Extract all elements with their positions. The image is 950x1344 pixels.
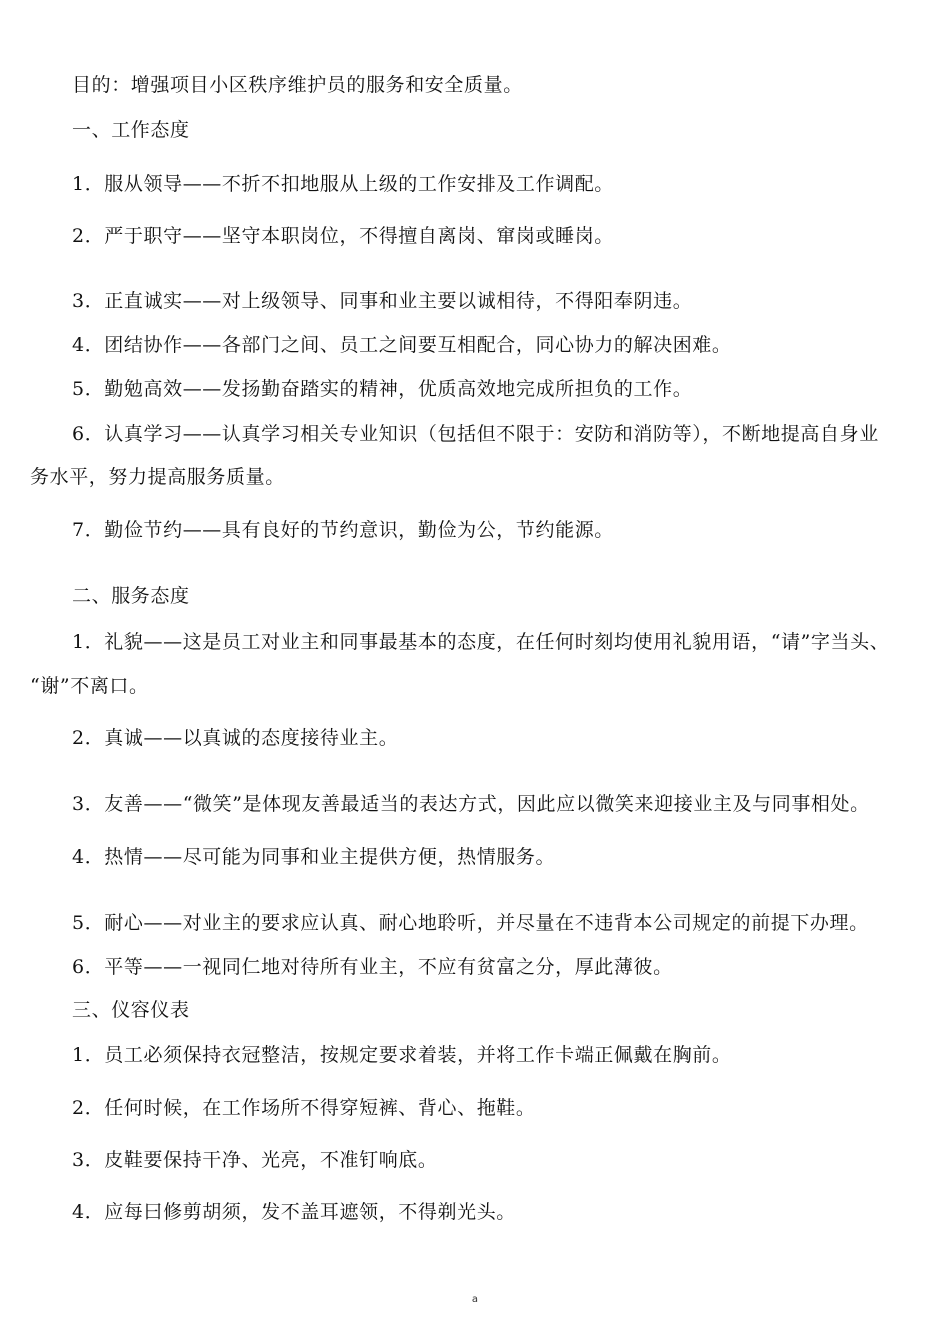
service-attitude-item-1-line-1: 1．礼貌——这是员工对业主和同事最基本的态度，在任何时刻均使用礼貌用语，“请”字当头、 xyxy=(72,631,890,653)
section-heading-service-attitude: 二、服务态度 xyxy=(72,585,190,607)
appearance-item-4: 4．应每曰修剪胡须，发不盖耳遮领，不得剃光头。 xyxy=(72,1201,516,1223)
service-attitude-item-3: 3．友善——“微笑”是体现友善最适当的表达方式，因此应以微笑来迎接业主及与同事相处。 xyxy=(72,793,870,815)
service-attitude-item-4: 4．热情——尽可能为同事和业主提供方便，热情服务。 xyxy=(72,846,556,868)
appearance-item-1: 1．员工必须保持衣冠整洁，按规定要求着装，并将工作卡端正佩戴在胸前。 xyxy=(72,1044,732,1066)
service-attitude-item-1-line-2: “谢”不离口。 xyxy=(30,675,149,697)
purpose-statement: 目的：增强项目小区秩序维护员的服务和安全质量。 xyxy=(72,74,523,96)
work-attitude-item-2: 2．严于职守——坚守本职岗位，不得擅自离岗、窜岗或睡岗。 xyxy=(72,225,614,247)
service-attitude-item-6: 6．平等——一视同仁地对待所有业主，不应有贫富之分，厚此薄彼。 xyxy=(72,956,673,978)
service-attitude-item-2: 2．真诚——以真诚的态度接待业主。 xyxy=(72,727,399,749)
work-attitude-item-3: 3．正直诚实——对上级领导、同事和业主要以诚相待，不得阳奉阴违。 xyxy=(72,290,693,312)
work-attitude-item-6-line-1: 6．认真学习——认真学习相关专业知识（包括但不限于：安防和消防等），不断地提高自身业 xyxy=(72,423,879,445)
work-attitude-item-4: 4．团结协作——各部门之间、员工之间要互相配合，同心协力的解决困难。 xyxy=(72,334,732,356)
service-attitude-item-5: 5．耐心——对业主的要求应认真、耐心地聆听，并尽量在不违背本公司规定的前提下办理。 xyxy=(72,912,869,934)
section-heading-work-attitude: 一、工作态度 xyxy=(72,119,190,141)
appearance-item-3: 3．皮鞋要保持干净、光亮，不准钉响底。 xyxy=(72,1149,438,1171)
work-attitude-item-5: 5．勤勉高效——发扬勤奋踏实的精神，优质高效地完成所担负的工作。 xyxy=(72,378,693,400)
work-attitude-item-6-line-2: 务水平，努力提高服务质量。 xyxy=(30,466,285,488)
section-heading-appearance: 三、仪容仪表 xyxy=(72,999,190,1021)
appearance-item-2: 2．任何时候，在工作场所不得穿短裤、背心、拖鞋。 xyxy=(72,1097,536,1119)
page-footer-mark: a xyxy=(471,1294,479,1305)
work-attitude-item-1: 1．服从领导——不折不扣地服从上级的工作安排及工作调配。 xyxy=(72,173,614,195)
work-attitude-item-7: 7．勤俭节约——具有良好的节约意识，勤俭为公，节约能源。 xyxy=(72,519,614,541)
